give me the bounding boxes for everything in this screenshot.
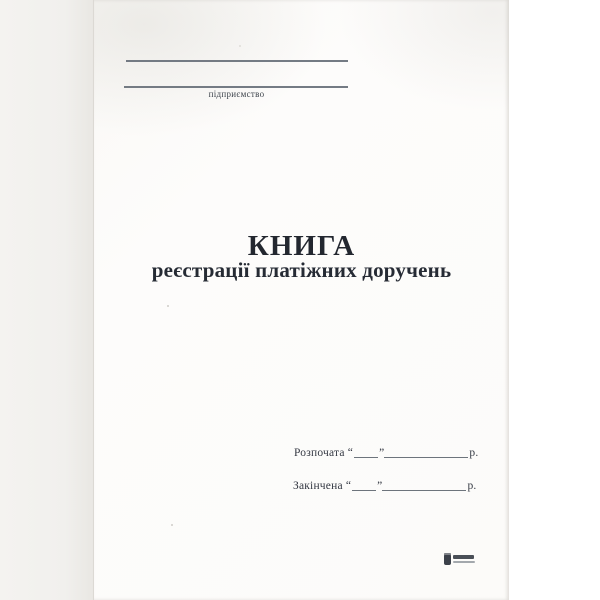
scan-speck: [167, 305, 169, 307]
enterprise-caption: підприємство: [208, 89, 265, 99]
started-day-blank: [354, 457, 378, 458]
finished-year-suffix: р.: [467, 480, 477, 492]
finished-date-row: [293, 480, 476, 492]
book-subtitle: реєстрації платіжних доручень: [151, 258, 452, 282]
scan-speck: [171, 524, 173, 526]
paper-sheet: [93, 0, 509, 600]
close-quote: ”: [377, 480, 383, 492]
finished-date-blank: [382, 490, 466, 491]
company-name-line-2: [124, 86, 348, 88]
scanner-background-left: [0, 0, 93, 600]
started-date-blank: [384, 457, 468, 458]
company-name-line-1: [126, 60, 348, 62]
open-quote: “: [345, 480, 352, 492]
finished-day-blank: [352, 490, 376, 491]
close-quote: ”: [379, 447, 385, 459]
started-date-row: [294, 447, 478, 459]
scan-speck: [239, 45, 241, 47]
publisher-mark-icon: [444, 553, 451, 565]
book-title: КНИГА: [247, 230, 356, 262]
finished-label: Закінчена: [293, 480, 343, 492]
started-year-suffix: р.: [469, 447, 479, 459]
publisher-text-line: [453, 555, 474, 559]
publisher-logo: [444, 552, 476, 567]
publisher-text-line: [453, 561, 475, 563]
started-label: Розпочата: [294, 447, 345, 459]
open-quote: “: [347, 447, 354, 459]
